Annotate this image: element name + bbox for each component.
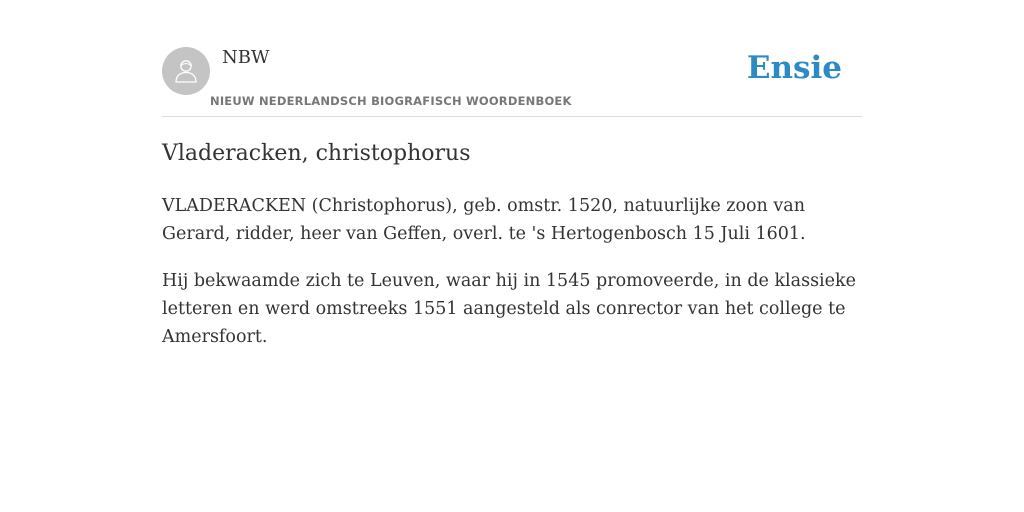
source-header	[162, 0, 862, 117]
article-paragraph: Hij bekwaamde zich te Leuven, waar hij in 1545 promoveerde, in de klassieke letteren en werd omstreeks 1551 aangesteld als conrector van het college te Amersfoort.	[162, 271, 856, 347]
person-icon	[172, 57, 200, 85]
article-body	[162, 192, 862, 370]
ensie-logo[interactable]: Ensie	[746, 50, 842, 86]
source-full-name: NIEUW NEDERLANDSCH BIOGRAFISCH WOORDENBOEK	[210, 94, 572, 108]
article-paragraph: VLADERACKEN (Christophorus), geb. omstr. 1520, natuurlijke zoon van Gerard, ridder, heer van Geffen, overl. te 's Hertogenbosch 15 Juli 1601.	[162, 196, 806, 244]
source-name[interactable]: NBW	[222, 47, 270, 68]
article-title: Vladeracken, christophorus	[162, 141, 471, 166]
avatar[interactable]	[162, 47, 210, 95]
